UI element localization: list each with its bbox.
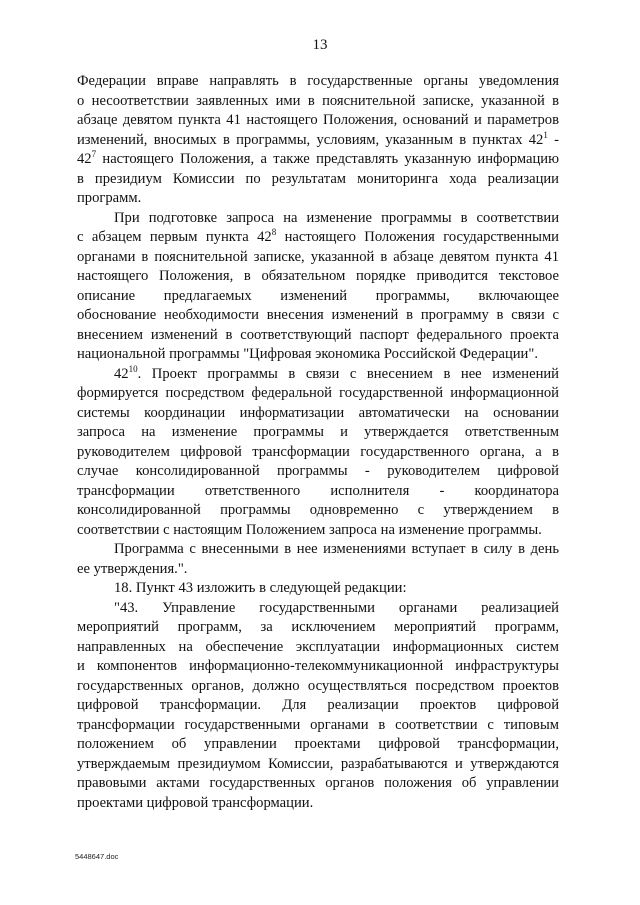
text-line: консолидированной программы одновременно с утверждением в — [77, 502, 559, 518]
text-line: и компонентов информационно-телекоммуникационной инфраструктуры — [77, 658, 559, 674]
text-line: Федерации вправе направлять в государственные органы уведомления — [77, 73, 559, 89]
text-line: формируется посредством федеральной государственной информационной — [77, 385, 559, 401]
text-line: ее утверждения.". — [77, 560, 188, 577]
text-line: правовыми актами государственных органов положения об управлении — [77, 775, 559, 791]
text-line: утверждаемым президиумом Комиссии, разрабатываются и утверждаются — [77, 755, 559, 772]
text-line: Программа с внесенными в нее изменениями вступает в силу в день — [114, 541, 559, 557]
text-line: При подготовке запроса на изменение программы в соответствии — [114, 209, 559, 226]
text-line — [77, 131, 559, 151]
superscript-index: 7 — [91, 149, 97, 159]
text-line: органами в пояснительной записке, указанной в абзаце девятом пункта 41 — [77, 248, 559, 265]
text-line: проектами цифровой трансформации. — [77, 794, 314, 811]
text-line: настоящего Положения, в обязательном порядке приводится текстовое — [77, 268, 559, 284]
text-line — [77, 150, 559, 170]
text-fragment: . Проект программы в связи с внесением в нее изменений — [137, 365, 559, 382]
text-line: запроса на изменение программы и утверждается ответственным — [77, 424, 559, 440]
text-line: цифровой трансформации. Для реализации проектов цифровой — [77, 697, 559, 713]
text-line: системы координации информатизации автоматически на основании — [77, 404, 559, 421]
page-number: 13 — [312, 37, 328, 53]
superscript-index: 10 — [128, 363, 138, 374]
text-line: национальной программы "Цифровая экономика Российской Федерации". — [77, 346, 538, 362]
text-fragment: изменений, вносимых в программы, условиям, указанным в пунктах 42 — [77, 131, 544, 148]
text-fragment: настоящего Положения, а также представлять указанную информацию — [96, 151, 559, 167]
text-line: соответствии с настоящим Положением запроса на изменение программы. — [77, 521, 542, 538]
document-file-code: 5448647.doc — [75, 852, 119, 861]
text-line: "43. Управление государственными органами реализацией — [114, 599, 559, 616]
text-fragment: настоящего Положения государственными — [276, 229, 559, 245]
paragraph — [77, 579, 559, 599]
document-body — [77, 72, 559, 813]
superscript-index: 1 — [543, 129, 548, 140]
paragraph — [77, 72, 559, 209]
text-line: обоснование необходимости внесения изменений в программу в связи с — [77, 307, 559, 323]
text-line: внесением изменений в соответствующий паспорт федерального проекта — [77, 326, 559, 343]
paragraph — [77, 599, 559, 814]
text-line — [77, 228, 559, 248]
text-line: трансформации ответственного исполнителя - координатора — [77, 482, 559, 499]
text-fragment: 42 — [77, 151, 92, 167]
text-line: направленных на обеспечение эксплуатации информационных систем — [77, 638, 559, 655]
text-line: описание предлагаемых изменений программы, включающее — [77, 287, 559, 304]
paragraph — [77, 365, 559, 541]
text-line: государственных органов, должно осуществляться посредством проектов — [77, 677, 559, 694]
text-line: о несоответствии заявленных ими в пояснительной записке, указанной в — [77, 92, 559, 109]
text-line: случае консолидированной программы - руководителем цифровой — [77, 463, 559, 479]
text-line: руководителем цифровой трансформации государственного органа, а в — [77, 443, 559, 460]
text-line: трансформации государственными органами в соответствии с типовым — [77, 716, 559, 733]
text-line: 18. Пункт 43 изложить в следующей редакции: — [114, 580, 407, 596]
text-line — [77, 365, 559, 385]
paragraph — [77, 540, 559, 579]
text-line: программ. — [77, 190, 142, 206]
text-line: абзаце девятом пункта 41 настоящего Положения, оснований и параметров — [77, 112, 559, 128]
text-line: мероприятий программ, за исключением мероприятий программ, — [77, 619, 559, 635]
superscript-index: 8 — [271, 227, 277, 237]
text-fragment: 42 — [114, 365, 129, 382]
text-line: в президиум Комиссии по результатам мониторинга хода реализации — [77, 170, 559, 187]
paragraph — [77, 209, 559, 365]
text-fragment: с абзацем первым пункта 42 — [77, 229, 272, 245]
text-line: положением об управлении проектами цифровой трансформации, — [77, 736, 559, 752]
text-fragment: - — [547, 131, 559, 148]
